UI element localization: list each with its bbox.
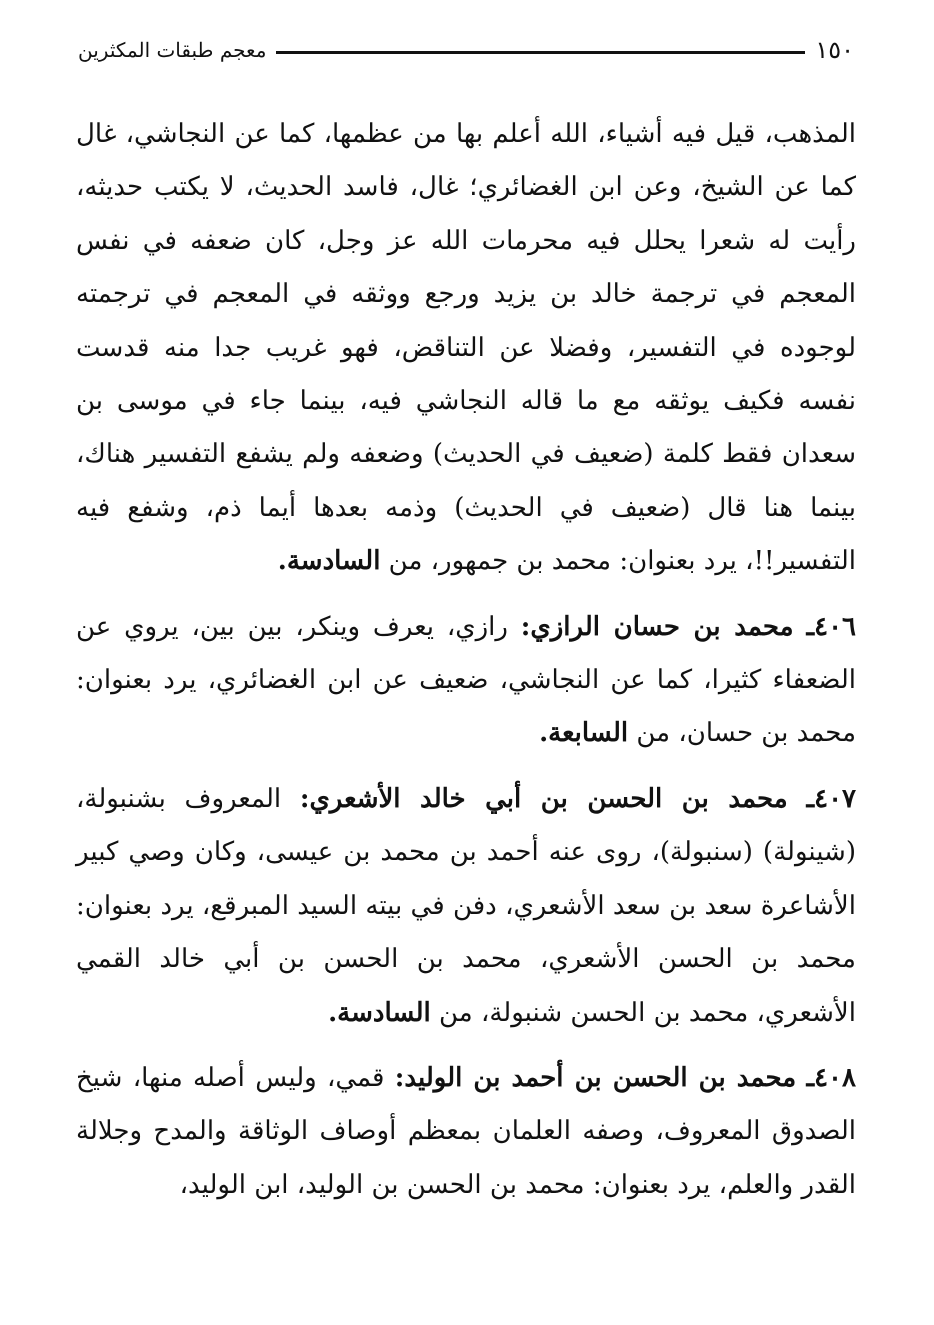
running-title: معجم طبقات المكثرين bbox=[78, 38, 267, 62]
entry-text: رازي، يعرف وينكر، بين بين، يروي عن الضعفاء كثيرا، كما عن النجاشي، ضعيف عن ابن الغضائري، يرد بعنوان: محمد بن حسان، من bbox=[76, 611, 856, 749]
entry-407 bbox=[76, 773, 856, 1040]
entry-name: محمد بن حسان الرازي: bbox=[520, 611, 794, 642]
entry-408 bbox=[76, 1052, 856, 1212]
entry-number: ٤٠٨ـ bbox=[806, 1062, 856, 1093]
entry-406 bbox=[76, 601, 856, 761]
paragraph-text: المذهب، قيل فيه أشياء، الله أعلم بها من عظمها، كما عن النجاشي، غال كما عن الشيخ، وعن ابن الغضائري؛ غال، فاسد الحديث، لا يكتب حديثه، رأيت له شعرا يحلل فيه محرمات الله عز وجل، كان ضعفه في نفس المعجم في ترجمة خالد بن يزيد ورجع ووثقه في المعجم في ترجمته لوجوده في التفسير، وفضلا عن التناقض، فهو غريب جدا منه قدست نفسه فكيف يوثقه مع ما قاله النجاشي فيه، بينما جاء في موسى بن سعدان فقط كلمة (ضعيف في الحديث) وضعفه ولم يشفع التفسير هناك، بينما هنا قال (ضعيف في الحديث) وذمه بعدها أيما ذم، وشفع فيه التفسير!!، يرد بعنوان: محمد بن جمهور، من bbox=[76, 119, 856, 577]
entry-text: قمي، وليس أصله منها، شيخ الصدوق المعروف، وصفه العلمان بمعظم أوصاف الوثاقة والمدح وجلالة القدر والعلم، يرد بعنوان: محمد بن الحسن بن الوليد، ابن الوليد، bbox=[76, 1062, 856, 1200]
entry-text: المعروف بشنبولة، (شينولة) (سنبولة)، روى عنه أحمد بن محمد بن عيسى، وكان وصي كبير الأشاعرة سعد بن سعد الأشعري، دفن في بيته السيد المبرقع، يرد بعنوان: محمد بن الحسن الأشعري، محمد بن الحسن بن أبي خالد القمي الأشعري، محمد بن الحسن شنبولة، من bbox=[76, 783, 856, 1028]
entry-number: ٤٠٦ـ bbox=[806, 611, 857, 642]
page-header bbox=[78, 28, 854, 64]
paragraph-continuation bbox=[76, 108, 856, 589]
entry-name: محمد بن الحسن بن أبي خالد الأشعري: bbox=[299, 783, 788, 814]
page-number: ١٥٠ bbox=[815, 36, 854, 64]
entry-tail: السادسة. bbox=[328, 997, 431, 1028]
entry-tail: السابعة. bbox=[539, 718, 629, 749]
entry-name: محمد بن الحسن بن أحمد بن الوليد: bbox=[394, 1062, 797, 1093]
page-body bbox=[76, 108, 856, 1212]
header-rule bbox=[276, 51, 805, 54]
entry-number: ٤٠٧ـ bbox=[806, 783, 857, 814]
paragraph-tail: السادسة. bbox=[277, 546, 381, 577]
